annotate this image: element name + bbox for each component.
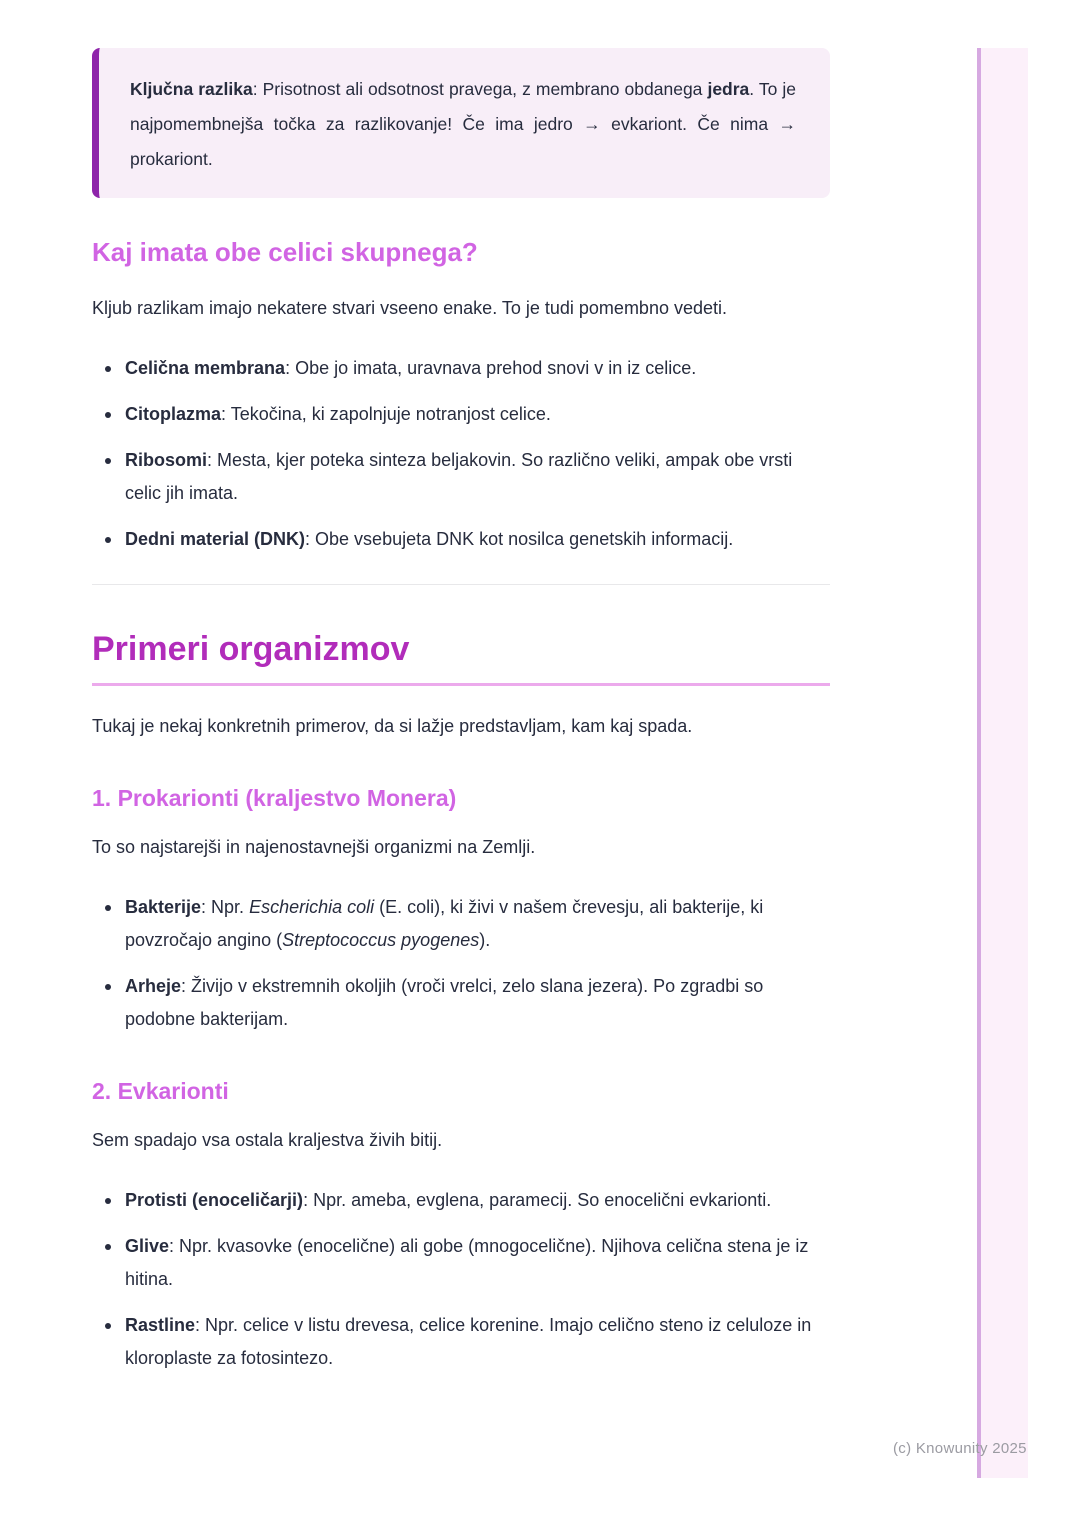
eukaryotes-intro: Sem spadajo vsa ostala kraljestva živih bitij. <box>92 1130 443 1150</box>
list-item: Arheje: Živijo v ekstremnih okoljih (vroči vrelci, zelo slana jezera). Po zgradbi so podobne bakterijam. <box>92 970 830 1036</box>
examples-intro: Tukaj je nekaj konkretnih primerov, da si lažje predstavljam, kam kaj spada. <box>92 716 693 736</box>
list-item: Rastline: Npr. celice v listu drevesa, celice korenine. Imajo celično steno iz celuloze in kloroplaste za fotosintezo. <box>92 1309 830 1375</box>
common-features-intro: Kljub razlikam imajo nekatere stvari vseeno enake. To je tudi pomembno vedeti. <box>92 298 728 318</box>
list-item: Citoplazma: Tekočina, ki zapolnjuje notranjost celice. <box>92 398 830 431</box>
list-item: Bakterije: Npr. Escherichia coli (E. coli), ki živi v našem črevesju, ali bakterije, ki povzročajo angino (Streptococcus pyogenes). <box>92 891 830 957</box>
list-item: Celična membrana: Obe jo imata, uravnava prehod snovi v in iz celice. <box>92 352 830 385</box>
prokaryotes-list <box>92 891 830 1036</box>
list-item: Dedni material (DNK): Obe vsebujeta DNK kot nosilca genetskih informacij. <box>92 523 830 556</box>
watermark: (c) Knowunity 2025 <box>893 1440 1027 1457</box>
key-difference-callout <box>92 48 830 198</box>
section-divider <box>92 584 830 585</box>
subsection-heading-eukaryotes: 2. Evkarionti <box>92 1078 229 1104</box>
section-title-examples: Primeri organizmov <box>92 629 830 686</box>
list-item: Glive: Npr. kvasovke (enocelične) ali gobe (mnogocelične). Njihova celična stena je iz hitina. <box>92 1230 830 1296</box>
common-features-list <box>92 352 830 556</box>
callout-text: Ključna razlika: Prisotnost ali odsotnost pravega, z membrano obdanega jedra. To je najpomembnejša točka za razlikovanje! Če ima jedro → evkariont. Če nima → prokariont. <box>130 79 797 169</box>
eukaryotes-list <box>92 1184 830 1375</box>
subsection-heading-prokaryotes: 1. Prokarionti (kraljestvo Monera) <box>92 785 457 811</box>
section-heading-common-features: Kaj imata obe celici skupnega? <box>92 237 478 267</box>
list-item: Ribosomi: Mesta, kjer poteka sinteza beljakovin. So različno veliki, ampak obe vrsti celic jih imata. <box>92 444 830 510</box>
document-content <box>92 48 830 1375</box>
list-item: Protisti (enoceličarji): Npr. ameba, evglena, paramecij. So enocelični evkarionti. <box>92 1184 830 1217</box>
page-edge-decoration <box>977 48 1028 1478</box>
prokaryotes-intro: To so najstarejši in najenostavnejši organizmi na Zemlji. <box>92 837 536 857</box>
